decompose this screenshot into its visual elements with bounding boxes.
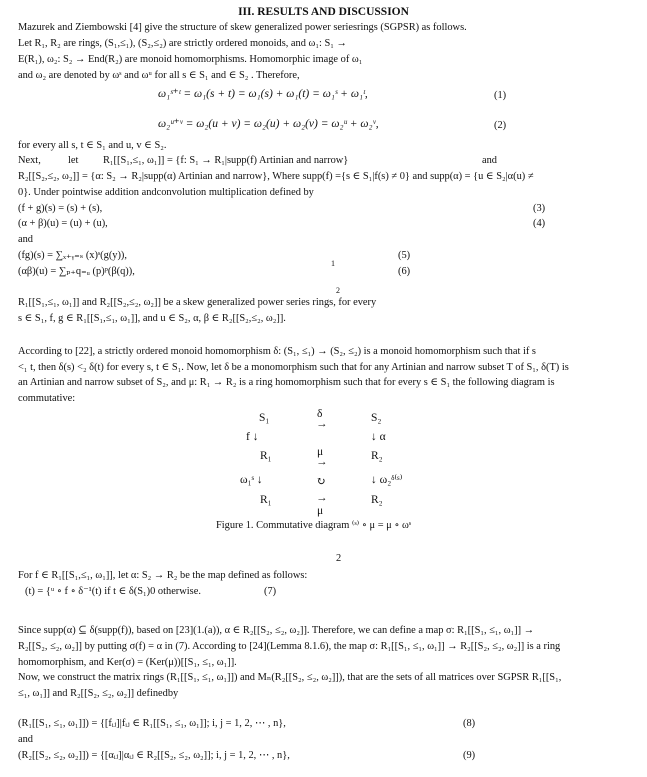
equation-1: ω₁ˢ⁺ᵗ = ω₁(s + t) = ω₁(s) + ω₁(t) = ω₁ˢ + ω₁ᵗ, (158, 88, 368, 100)
text-line-12: (fg)(s) = ∑ₓ₊ᵧ₌ₛ (x)ˢ(g(y)), (18, 250, 127, 261)
diagram-top-arrow: → (316, 418, 328, 430)
diagram-r1-bottom: R₁ (260, 494, 272, 506)
para3-line-1: For f ∈ R₁[[S₁,≤₁, ω₁]], let α: S₂ → R₂ be the map defined as follows: (18, 570, 308, 581)
equation-7-number: (7) (264, 586, 277, 597)
section-heading: III. RESULTS AND DISCUSSION (238, 6, 409, 18)
equation-2-number: (2) (494, 120, 507, 131)
diagram-r2-bottom: R₂ (371, 494, 383, 506)
text-line-15: s ∈ S₁, f, g ∈ R₁[[S₁,≤₁, ω₁]], and u ∈ S₂, α, β ∈ R₂[[S₂,≤₂, ω₂]]. (18, 313, 286, 324)
equation-1-number: (1) (494, 90, 507, 101)
text-line-10: (α + β)(u) = (u) + (u), (18, 218, 108, 229)
para4-line-1: Since supp(α) ⊆ δ(supp(f)), based on [23](1.(a)), α ∈ R₂[[S₂, ≤₂, ω₂]]. Therefore, we can define a map σ: R₁[[S₁, ≤₁, ω₁]] → (18, 625, 535, 636)
diagram-f-arrow: f ↓ (246, 431, 259, 443)
para2-line-1: According to [22], a strictly ordered monoid homomorphism δ: (S₁, ≤₁) → (S₂, ≤₂) is a monoid homomorphism such that if s (18, 346, 536, 357)
text-line-3: E(R₁), ω₂: S₂ → End(R₂) are monoid homomorphisms. Homomorphic image of ω₁ (18, 54, 363, 65)
text-line-13: (αβ)(u) = ∑ₚ₊q₌ᵤ (p)ᵖ(β(q)), (18, 266, 135, 277)
diagram-omega-delta-arrow: ↓ ω₂ᵟ⁽ˢ⁾ (371, 474, 403, 486)
text-line-8: 0}. Under pointwise addition andconvolution multiplication defined by (18, 187, 314, 198)
text-line-14: R₁[[S₁,≤₁, ω₁]] and R₂[[S₂,≤₂, ω₂]] be a skew generalized power series rings, for every (18, 297, 377, 308)
text-line-6b: let (68, 155, 79, 166)
equation-8-number: (8) (463, 718, 476, 729)
diagram-alpha-arrow: ↓ α (371, 431, 386, 443)
footnote-mark-2: 2 (336, 286, 340, 295)
figure-caption: Figure 1. Commutative diagram ⁽ˢ⁾ ∘ μ = μ ∘ ωˢ (216, 520, 412, 531)
diagram-s1: S₁ (259, 412, 270, 424)
text-line-6d: and (482, 155, 498, 166)
equation-6-number: (6) (398, 266, 411, 277)
para3-line-2: (t) = {ᵘ ∘ f ∘ δ⁻¹(t) if t ∈ δ(S₁)0 otherwise. (25, 586, 201, 597)
diagram-omega-s-arrow: ω₁ˢ ↓ (240, 474, 263, 486)
equation-5-number: (5) (398, 250, 411, 261)
text-line-7: R₂[[S₂,≤₂, ω₂]] = {α: S₂ → R₂|supp(α) Artinian and narrow}, Where supp(f) ={s ∈ S₁|f(s) ≠ 0} and supp(α) = {u ∈ S₂|α(u) ≠ (18, 171, 534, 182)
para2-line-3: an Artinian and narrow subset of S₂, and μ: R₁ → R₂ is a ring homomorphism such that for every s ∈ S₁ the following diagram is (18, 377, 555, 388)
diagram-r2-top: R₂ (371, 450, 383, 462)
para4-line-5: ≤₁, ω₁]] and R₂[[S₂, ≤₂, ω₂]] definedby (18, 688, 179, 699)
footnote-mark-1: 1 (331, 259, 335, 268)
para4-line-2: R₂[[S₂, ≤₂, ω₂]] by putting σ(f) = α in (7). According to [24](Lemma 8.1.6), the map σ: R₁[[S₁, ≤₁, ω₁]] → R₂[[S₂, ≤₂, ω₂]] is a ring (18, 641, 561, 652)
text-line-9: (f + g)(s) = (s) + (s), (18, 203, 103, 214)
text-line-11: and (18, 234, 34, 245)
text-line-6a: Next, (18, 155, 41, 166)
diagram-mu-label-top: μ (317, 446, 324, 458)
diagram-s2: S₂ (371, 412, 382, 424)
equation-3-number: (3) (533, 203, 546, 214)
text-line-2: Let R₁, R₂ are rings, (S₁,≤₁), (S₂,≤₂) are strictly ordered monoids, and ω₁: S₁ → (18, 38, 347, 49)
text-line-5: for every all s, t ∈ S₁ and u, v ∈ S₂. (18, 140, 167, 151)
para2-line-2: <₁ t, then δ(s) <₂ δ(t) for every s, t ∈ S₁. Now, let δ be a monomorphism such that for any Artinian and narrow subset T of S₁, δ(T) is (18, 362, 569, 373)
diagram-mu-label-bottom: μ (317, 505, 324, 517)
diagram-commute-symbol: ↻ (316, 476, 326, 488)
para2-line-4: commutative: (18, 393, 76, 404)
footnote-mark-3: 2 (336, 553, 342, 564)
text-line-1: Mazurek and Ziembowski [4] give the structure of skew generalized power seriesrings (SGPSR) as follows. (18, 22, 467, 33)
diagram-middle-arrow: → (316, 456, 328, 468)
equation-4-number: (4) (533, 218, 546, 229)
para4-line-3: homomorphism, and Ker(σ) = (Ker(μ))[[S₁, ≤₁, ω₁]]. (18, 657, 237, 668)
equation-9-number: (9) (463, 750, 476, 761)
text-and: and (18, 734, 34, 745)
equation-2: ω₂ᵘ⁺ᵛ = ω₂(u + v) = ω₂(u) + ω₂(v) = ω₂ᵘ + ω₂ᵛ, (158, 118, 379, 130)
diagram-r1-top: R₁ (260, 450, 272, 462)
equation-8: (R₁[[S₁, ≤₁, ω₁]]) = {[fᵢⱼ]|fᵢⱼ ∈ R₁[[S₁, ≤₁, ω₁]]; i, j = 1, 2, ⋯ , n}, (18, 718, 286, 729)
equation-9: (R₂[[S₂, ≤₂, ω₂]]) = {[αᵢⱼ]|αᵢⱼ ∈ R₂[[S₂, ≤₂, ω₂]]; i, j = 1, 2, ⋯ , n}, (18, 750, 290, 761)
para4-line-4: Now, we construct the matrix rings (R₁[[S₁, ≤₁, ω₁]]) and Mₙ(R₂[[S₂, ≤₂, ω₂]]), that are the sets of all matrices over SGPSR R₁[[S₁, (18, 672, 562, 683)
diagram-delta-label: δ (317, 408, 323, 420)
diagram-bottom-arrow: → (316, 492, 328, 504)
text-line-4: and ω₂ are denoted by ωˢ and ωᵘ for all s ∈ S₁ and ∈ S₂ . Therefore, (18, 70, 300, 81)
text-line-6c: R₁[[S₁,≤₁, ω₁]] = {f: S₁ → R₁|supp(f) Artinian and narrow} (103, 155, 349, 166)
